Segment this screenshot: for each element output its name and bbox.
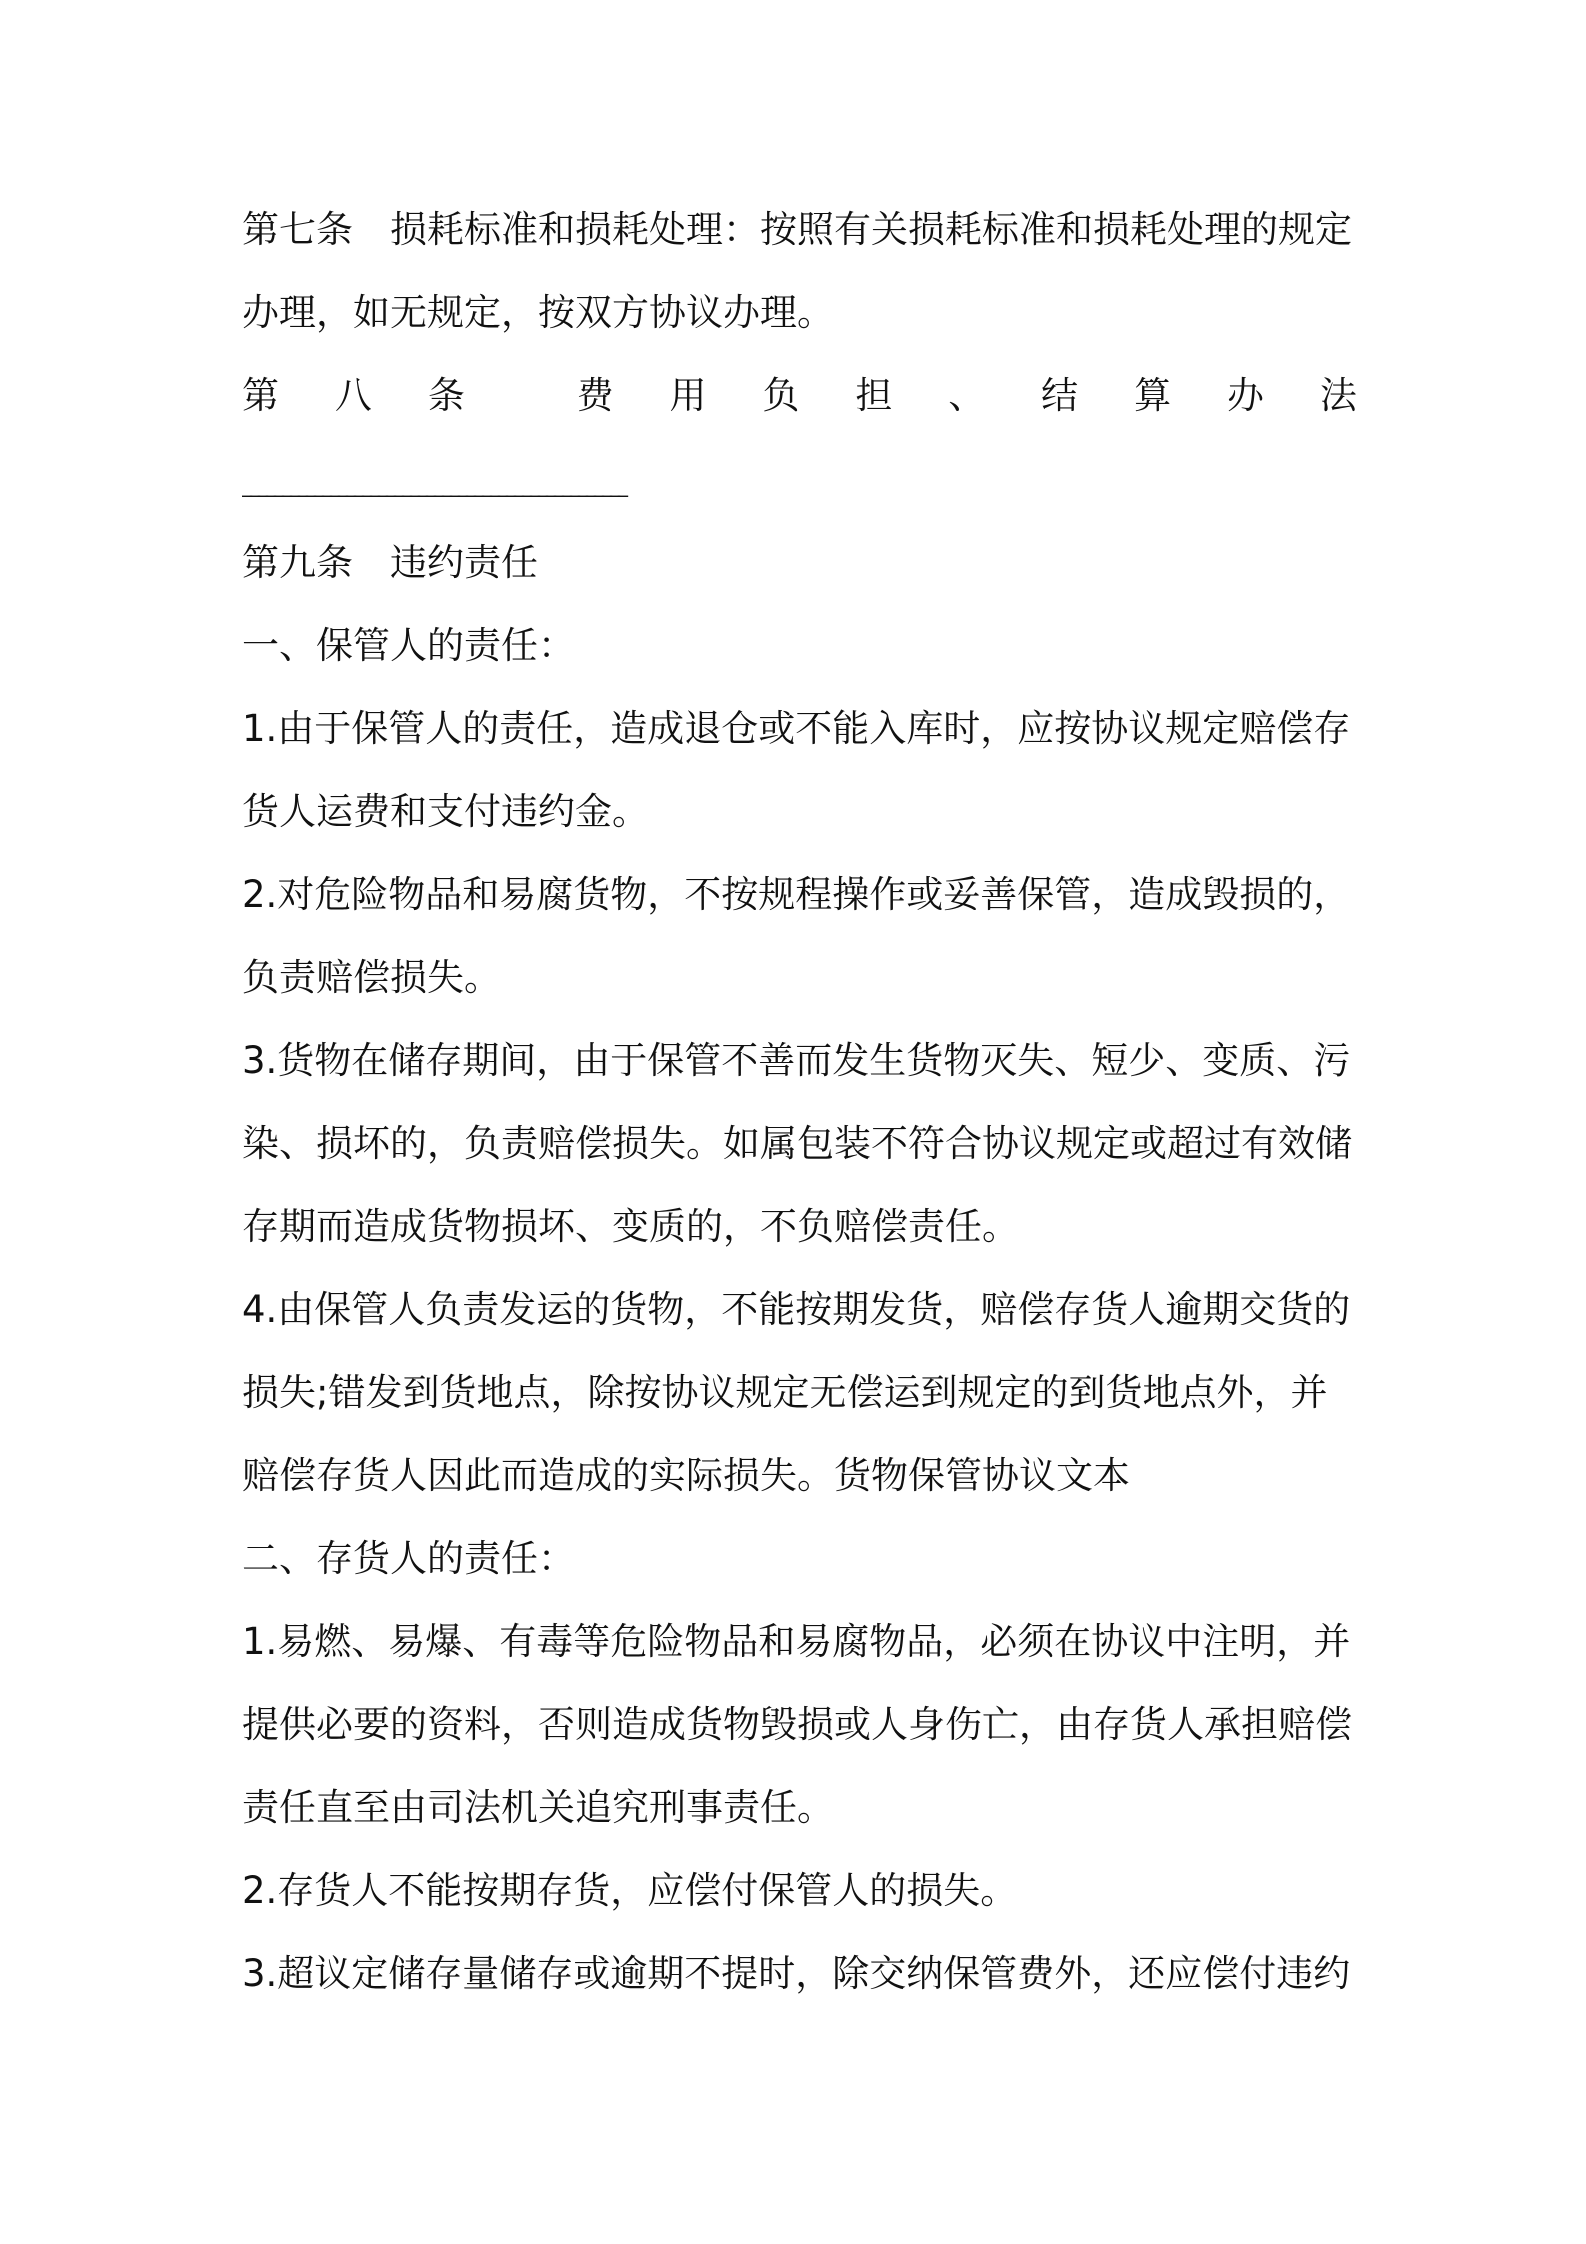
article8-char: 负 — [762, 374, 800, 417]
custodian-clause3-line3: 存期而造成货物损坏、变质的，不负赔偿责任。 — [242, 1205, 1019, 1248]
custodian-clause3-line1: 3.货物在储存期间，由于保管不善而发生货物灭失、短少、变质、污 — [242, 1039, 1351, 1082]
article8-char: 办 — [1226, 374, 1264, 417]
article8-char: 用 — [669, 374, 707, 417]
depositor-heading: 二、存货人的责任： — [242, 1537, 575, 1580]
custodian-heading: 一、保管人的责任： — [242, 624, 575, 667]
custodian-clause3-line2: 染、损坏的，负责赔偿损失。如属包装不符合协议规定或超过有效储 — [242, 1122, 1352, 1165]
custodian-clause1-line2: 货人运费和支付违约金。 — [242, 790, 649, 833]
custodian-clause4-line3: 赔偿存货人因此而造成的实际损失。货物保管协议文本 — [242, 1454, 1130, 1497]
custodian-clause2-line1: 2.对危险物品和易腐货物，不按规程操作或妥善保管，造成毁损的， — [242, 873, 1351, 916]
article8-char: 结 — [1041, 374, 1079, 417]
article8-blank-line: ________________________________________________ — [242, 473, 626, 497]
custodian-clause2-line2: 负责赔偿损失。 — [242, 956, 501, 999]
custodian-clause1-line1: 1.由于保管人的责任，造成退仓或不能入库时，应按协议规定赔偿存 — [242, 707, 1351, 750]
depositor-clause1-line2: 提供必要的资料，否则造成货物毁损或人身伤亡，由存货人承担赔偿 — [242, 1703, 1352, 1746]
depositor-clause1-line3: 责任直至由司法机关追究刑事责任。 — [242, 1786, 834, 1829]
custodian-clause4-line2: 损失;错发到货地点，除按协议规定无偿运到规定的到货地点外，并 — [242, 1371, 1328, 1414]
article8-char: 算 — [1134, 374, 1172, 417]
article8-char: 担 — [855, 374, 893, 417]
article7-line1: 第七条 损耗标准和损耗处理：按照有关损耗标准和损耗处理的规定 — [242, 208, 1352, 251]
article9-title: 第九条 违约责任 — [242, 541, 538, 584]
article8-char: 费 — [576, 374, 614, 417]
article8-char: 第 — [242, 374, 279, 417]
depositor-clause1-line1: 1.易燃、易爆、有毒等危险物品和易腐物品，必须在协议中注明，并 — [242, 1620, 1351, 1663]
article7-line2: 办理，如无规定，按双方协议办理。 — [242, 291, 834, 334]
article8-char: 八 — [334, 374, 372, 417]
custodian-clause4-line1: 4.由保管人负责发运的货物，不能按期发货，赔偿存货人逾期交货的 — [242, 1288, 1351, 1331]
depositor-clause2-line1: 2.存货人不能按期存货，应偿付保管人的损失。 — [242, 1869, 1018, 1912]
article8-heading — [242, 371, 1357, 421]
article8-char: 、 — [948, 374, 986, 417]
depositor-clause3-line1: 3.超议定储存量储存或逾期不提时，除交纳保管费外，还应偿付违约 — [242, 1952, 1351, 1995]
article8-char: 条 — [427, 374, 465, 417]
article8-char: 法 — [1319, 374, 1357, 417]
